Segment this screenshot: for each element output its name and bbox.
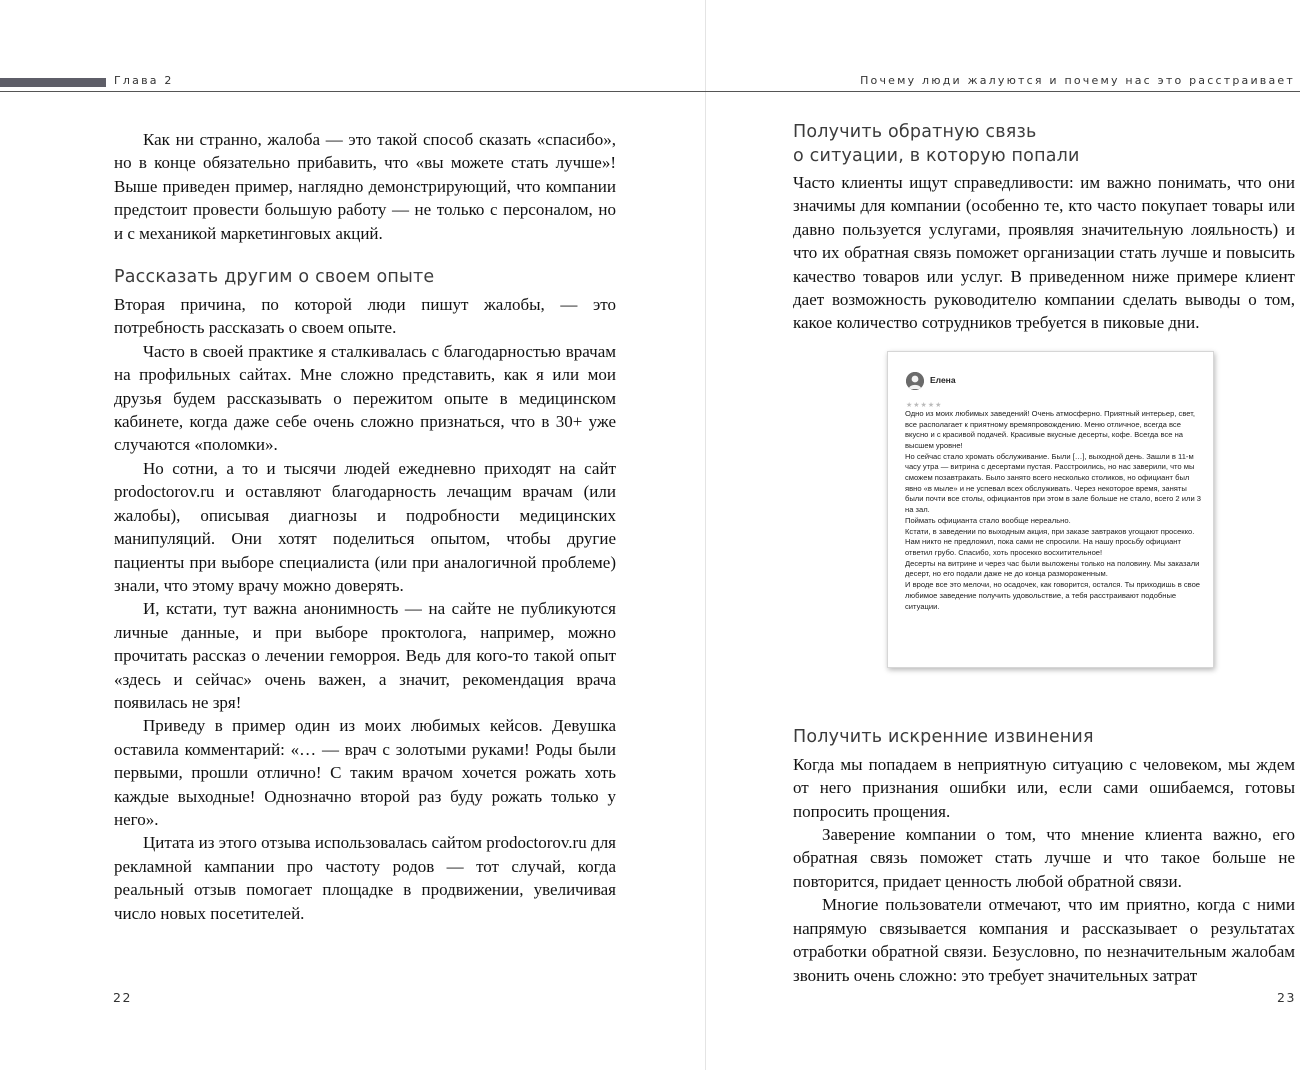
chapter-title: Почему люди жалуются и почему нас это расстраивает <box>860 74 1295 87</box>
right-running-header <box>705 74 1300 92</box>
section-heading: Рассказать другим о своем опыте <box>114 267 435 288</box>
review-figure <box>793 335 1295 725</box>
header-accent-bar <box>0 78 106 87</box>
user-icon <box>906 372 924 390</box>
review-card <box>887 351 1214 668</box>
left-running-header <box>0 74 705 92</box>
heading-line: о ситуации, в которую попали <box>793 146 1080 166</box>
review-line: Одно из моих любимых заведений! Очень атмосферно. Приятный интерьер, свет, все располагает к приятному времяпровождению. Меню отличное, всегда все вкусно и с красивой подачей. Красивые вкусные десерты, кофе. Всегда все на высшем уровне! <box>905 408 1196 450</box>
paragraph: Как ни странно, жалоба — это такой способ сказать «спасибо», но в конце обязательно прибавить, что «вы можете стать лучше»! Выше приведен пример, наглядно демонстрирующий, что компании предстоит провести большую работу — не только с персоналом, но и с механикой маркетинговых акций. <box>114 130 616 243</box>
right-page-text <box>793 120 1295 987</box>
paragraph: Когда мы попадаем в неприятную ситуацию с человеком, мы ждем от него признания ошибки или, если сами ошибаемся, готовы попросить прощения. <box>793 754 1295 821</box>
header-rule <box>0 91 705 92</box>
review-line: Поймать официанта стало вообще нереально. <box>905 515 1071 525</box>
section-heading <box>793 120 1295 168</box>
review-header <box>906 370 956 392</box>
heading-line: Получить обратную связь <box>793 122 1037 142</box>
reviewer-name: Елена <box>930 375 956 386</box>
rating-stars: ★★★★★ <box>906 401 943 409</box>
review-line: Десерты на витрине и через час были выложены только на половину. Мы заказали десерт, но его подали даже не до конца размороженным. <box>905 558 1200 579</box>
review-line: Кстати, в заведении по выходным акция, при заказе завтраков угощают просекко. Нам никто не предложил, пока сами не спросили. На нашу просьбу официант ответил грубо. Спасибо, хоть просекко восхитительное! <box>905 526 1195 557</box>
section-heading: Получить искренние извинения <box>793 726 1094 747</box>
paragraph: Но сотни, а то и тысячи людей ежедневно приходят на сайт prodoctorov.ru и оставляют благодарность лечащим врачам (или жалобы), описывая диагнозы и подробности медицинских манипуляций. Они хотят поделиться опытом, чтобы другие пациенты при выборе специалиста (или при аналогичной проблеме) знали, что этому врачу можно доверять. <box>114 458 616 595</box>
page-number: 23 <box>1277 990 1296 1005</box>
review-text <box>905 409 1201 612</box>
page-gutter <box>705 0 706 1070</box>
paragraph: Заверение компании о том, что мнение клиента важно, его обратная связь поможет стать лучше и что такое больше не повторится, придает ценность любой обратной связи. <box>793 825 1295 891</box>
review-line: Но сейчас стало хромать обслуживание. Были […], выходной день. Зашли в 11-м часу утра — витрина с десертами пустая. Расстроились, но нас заверили, что мы сможем позавтракать. Было занято всего несколько столиков, но официант был явно «в мыле» и не успевал всех обслуживать. Через некоторое время, заняты были почти все столы, официантов при этом в зале больше не стало, всего 2 или 3 на зал. <box>905 451 1202 515</box>
paragraph: Вторая причина, по которой люди пишут жалобы, — это потребность рассказать о своем опыте. <box>114 295 616 338</box>
paragraph: Часто в своей практике я сталкивалась с благодарностью врачам на профильных сайтах. Мне сложно представить, как я или мои друзья будем рассказывать о пережитом опыте в медицинском кабинете, когда даже себе очень сложно признаться, что в 30+ уже случаются «поломки». <box>114 341 616 455</box>
page-number: 22 <box>113 990 132 1005</box>
paragraph: Часто клиенты ищут справедливости: им важно понимать, что они значимы для компании (особенно те, кто часто покупает товары или давно пользуется услугами, проявляя значительную лояльность) и что их обратная связь поможет организации стать лучше и повысить качество товаров или услуг. В приведенном ниже примере клиент дает возможность руководителю компании сделать выводы о том, какое количество сотрудников требуется в пиковые дни. <box>793 173 1295 333</box>
paragraph: И, кстати, тут важна анонимность — на сайте не публикуются личные данные, и при выборе проктолога, например, можно прочитать рассказ о лечении геморроя. Ведь для кого-то такой опыт «здесь и сейчас» очень важен, а значит, рекомендация врача появилась не зря! <box>114 599 616 712</box>
paragraph: Приведу в пример один из моих любимых кейсов. Девушка оставила комментарий: «… — врач с золотыми руками! Роды были первыми, прошли отлично! С таким врачом хочется рожать хоть каждые выходные! Однозначно второй раз буду рожать только у него». <box>114 716 616 829</box>
header-rule <box>705 91 1300 92</box>
paragraph: Многие пользователи отмечают, что им приятно, когда с ними напрямую связывается компания и рассказывает о результатах отработки обратной связи. Безусловно, по незначительным жалобам звонить очень сложно: это требует значительных затрат <box>793 895 1295 985</box>
avatar <box>906 372 924 390</box>
review-line: И вроде все это мелочи, но осадочек, как говорится, остался. Ты приходишь в свое любимое заведение получить удовольствие, а тебя расстраивают подобные ситуации. <box>905 580 1201 611</box>
paragraph: Цитата из этого отзыва использовалась сайтом prodoctorov.ru для рекламной кампании про частоту родов — тот случай, когда реальный отзыв помогает площадке в продвижении, увеличивая число новых посетителей. <box>114 833 616 923</box>
chapter-label: Глава 2 <box>114 74 174 87</box>
left-page-text <box>114 128 616 925</box>
